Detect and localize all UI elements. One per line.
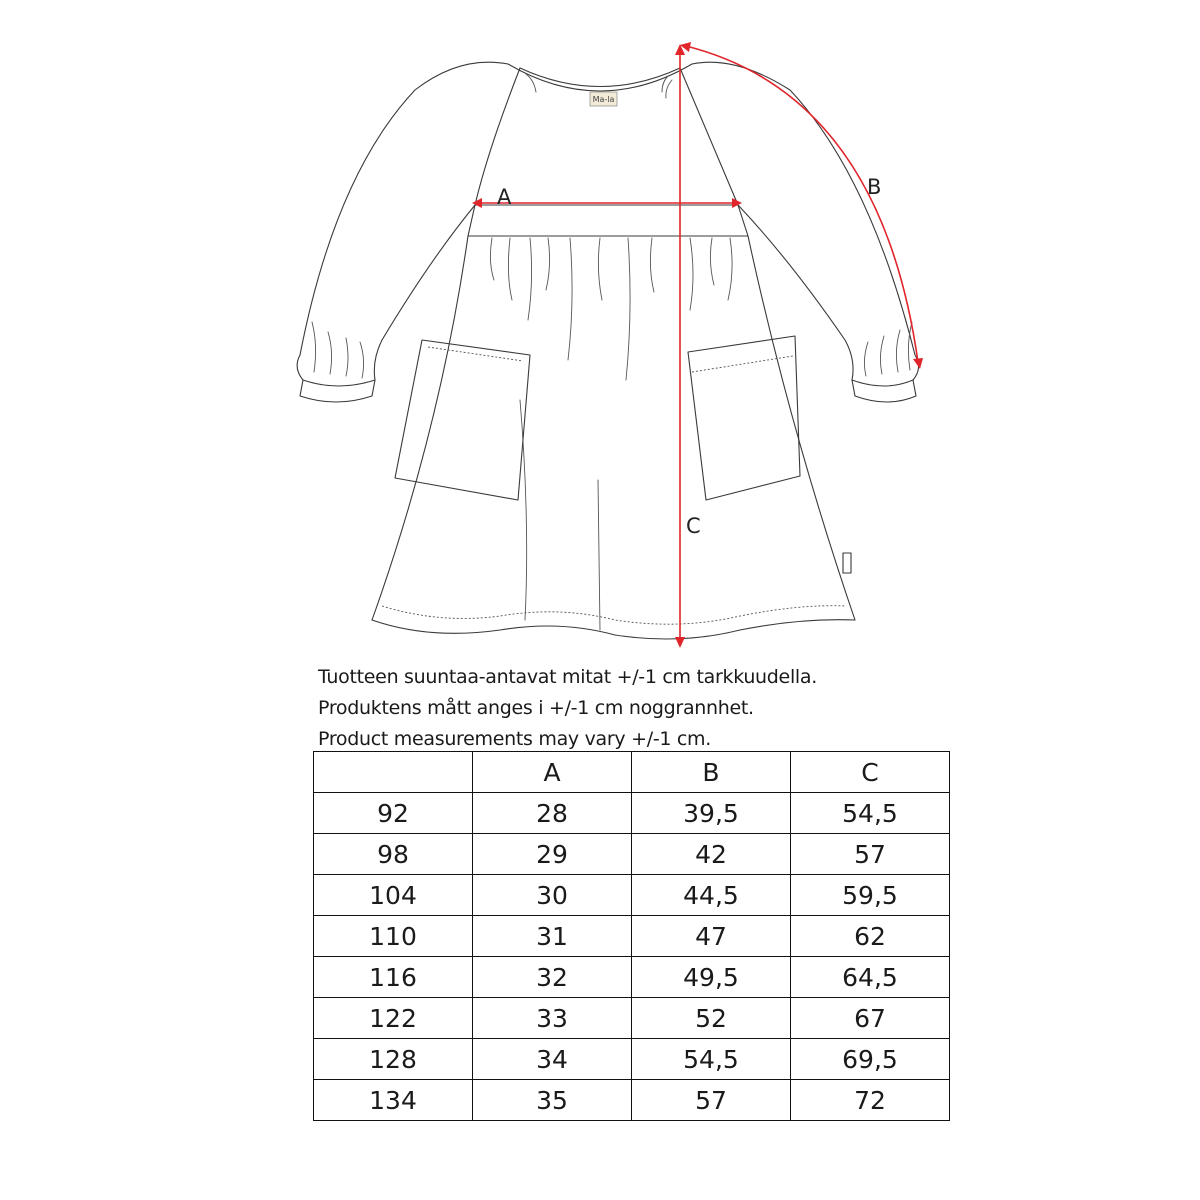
size-table [313,751,950,1121]
b-cell: 44,5 [632,875,791,916]
note-swedish: Produktens mått anges i +/-1 cm noggrannhet. [318,697,754,719]
measurement-notes [318,662,1018,755]
header-b: B [632,752,791,793]
measure-c-arrow-bottom [675,637,685,648]
a-cell: 28 [473,793,632,834]
a-cell: 29 [473,834,632,875]
b-cell: 42 [632,834,791,875]
header-size [314,752,473,793]
c-cell: 64,5 [791,957,950,998]
b-cell: 39,5 [632,793,791,834]
table-row [314,834,950,875]
measure-b-label: B [867,175,882,199]
table-row [314,875,950,916]
table-row [314,1039,950,1080]
table-row [314,916,950,957]
c-cell: 57 [791,834,950,875]
size-cell: 98 [314,834,473,875]
size-table-header [314,752,950,793]
header-c: C [791,752,950,793]
b-cell: 54,5 [632,1039,791,1080]
a-cell: 33 [473,998,632,1039]
size-cell: 104 [314,875,473,916]
size-cell: 92 [314,793,473,834]
measure-c-label: C [686,514,701,538]
b-cell: 49,5 [632,957,791,998]
c-cell: 69,5 [791,1039,950,1080]
measure-c [675,44,701,648]
a-cell: 30 [473,875,632,916]
c-cell: 67 [791,998,950,1039]
size-cell: 110 [314,916,473,957]
note-finnish: Tuotteen suuntaa-antavat mitat +/-1 cm tarkkuudella. [318,666,817,688]
header-a: A [473,752,632,793]
a-cell: 31 [473,916,632,957]
measure-a-arrow-right [732,198,742,208]
c-cell: 72 [791,1080,950,1121]
size-cell: 128 [314,1039,473,1080]
brand-label [590,92,617,106]
size-cell: 122 [314,998,473,1039]
c-cell: 54,5 [791,793,950,834]
dress-outline [297,62,918,639]
note-english: Product measurements may vary +/-1 cm. [318,728,711,750]
b-cell: 47 [632,916,791,957]
table-row [314,793,950,834]
table-row [314,998,950,1039]
measure-b-arc [686,46,918,362]
a-cell: 35 [473,1080,632,1121]
c-cell: 59,5 [791,875,950,916]
brand-label-text: Ma-la [592,95,615,104]
a-cell: 34 [473,1039,632,1080]
b-cell: 52 [632,998,791,1039]
size-cell: 134 [314,1080,473,1121]
b-cell: 57 [632,1080,791,1121]
c-cell: 62 [791,916,950,957]
table-row [314,957,950,998]
size-cell: 116 [314,957,473,998]
table-row [314,1080,950,1121]
measure-a-label: A [497,185,512,209]
a-cell: 32 [473,957,632,998]
